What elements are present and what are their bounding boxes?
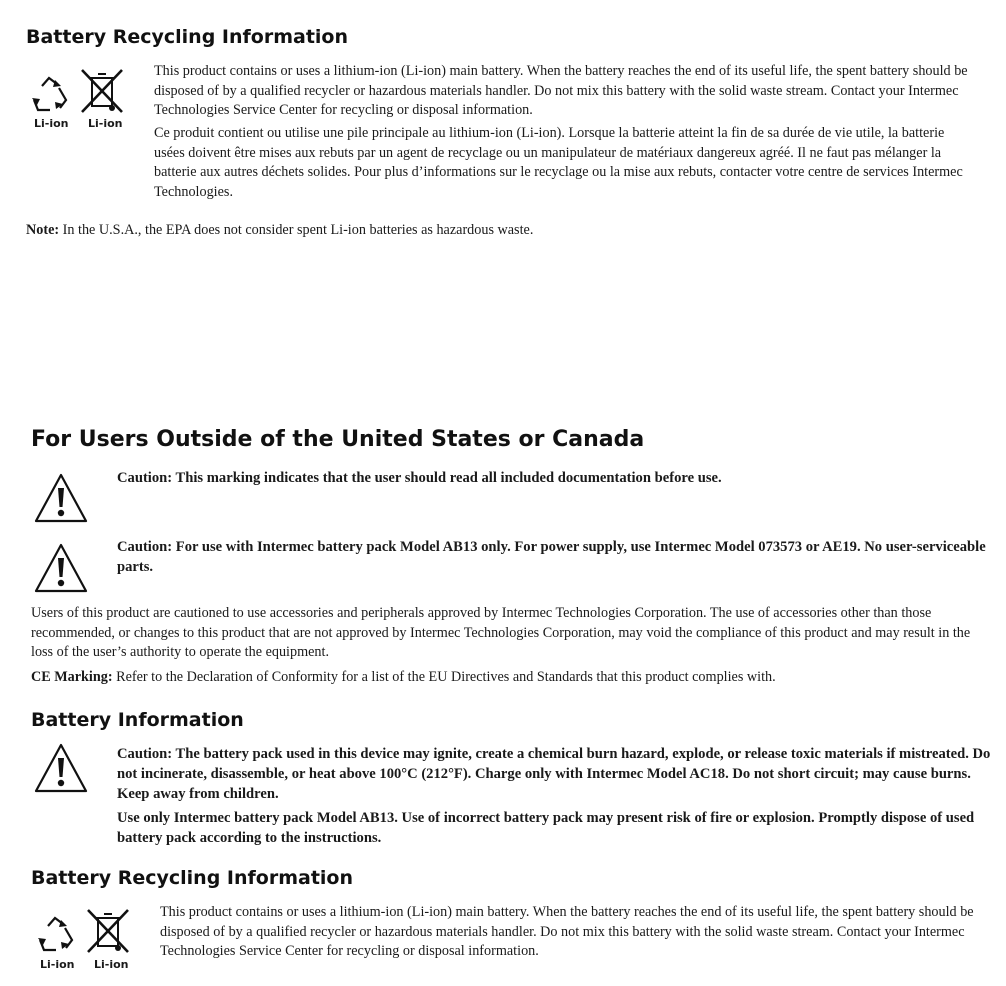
li-ion-label: Li-ion [34, 117, 69, 130]
li-ion-label: Li-ion [94, 958, 129, 971]
recycle-icon [28, 74, 76, 116]
caution-battery-pack: Caution: For use with Intermec battery pack Model AB13 only. For power supply, use Intermec Model 073573 or AE19. No user-serviceable parts. [117, 539, 986, 575]
recycle-icon [34, 914, 82, 956]
warning-triangle-icon [33, 472, 89, 524]
crossed-bin-icon [84, 906, 132, 956]
use-only-battery: Use only Intermec battery pack Model AB13. Use of incorrect battery pack may present risk of fire or explosion. Promptly dispose of used battery pack according to the instructions. [117, 810, 975, 846]
bottom-recycling-heading: Battery Recycling Information [31, 867, 353, 889]
note-text: In the U.S.A., the EPA does not consider spent Li-ion batteries as hazardous waste. [62, 222, 534, 238]
battery-info-heading: Battery Information [31, 709, 244, 731]
warning-triangle-icon [33, 742, 89, 794]
note-label: Note: [26, 222, 60, 238]
ce-marking-label: CE Marking: [31, 669, 113, 685]
outside-us-heading: For Users Outside of the United States or Canada [31, 427, 645, 452]
crossed-bin-icon [78, 66, 126, 116]
top-recycling-paragraph-fr: Ce produit contient ou utilise une pile principale au lithium-ion (Li-ion). Lorsque la batterie atteint la fin de sa durée de vie utile, la batterie usées doivent être mises aux rebuts par un agent de recyclage ou un manipulateur de matériaux dangereux agréé. Il ne faut pas mélanger la batterie aux autres déchets solides. Pour plus d’informations sur le recyclage ou la mise aux rebuts, contacter votre centre de services Intermec Technologies. [154, 125, 963, 200]
ce-marking [31, 668, 991, 688]
epa-note [26, 221, 926, 241]
top-recycling-paragraph-en: This product contains or uses a lithium-ion (Li-ion) main battery. When the battery reaches the end of its useful life, the spent battery should be disposed of by a qualified recycler or hazardous materials handler. Do not mix this battery with the solid waste stream. Contact your Intermec Technologies Service Center for recycling or disposal information. [154, 63, 968, 119]
li-ion-label: Li-ion [88, 117, 123, 130]
accessories-paragraph: Users of this product are cautioned to use accessories and peripherals approved by Intermec Technologies Corporation. The use of accessories other than those recommended, or changes to this product that are not approved by Intermec Technologies Corporation, may void the compliance of this product and may result in the loss of the user’s authority to operate the equipment. [31, 605, 971, 661]
caution-documentation: Caution: This marking indicates that the user should read all included documentation before use. [117, 470, 722, 486]
warning-triangle-icon [33, 542, 89, 594]
li-ion-label: Li-ion [40, 958, 75, 971]
caution-battery-hazard: Caution: The battery pack used in this device may ignite, create a chemical burn hazard, explode, or release toxic materials if mistreated. Do not incinerate, disassemble, or heat above 100°C (212°F). Charge only with Intermec Model AC18. Do not short circuit; may cause burns. Keep away from children. [117, 746, 991, 802]
ce-marking-text: Refer to the Declaration of Conformity for a list of the EU Directives and Standards that this product complies with. [116, 669, 776, 685]
bottom-recycling-paragraph-en: This product contains or uses a lithium-ion (Li-ion) main battery. When the battery reaches the end of its useful life, the spent battery should be disposed of by a qualified recycler or hazardous materials handler. Do not mix this battery with the solid waste stream. Contact your Intermec Technologies Service Center for recycling or disposal information. [160, 904, 974, 960]
top-recycling-heading: Battery Recycling Information [26, 26, 348, 48]
